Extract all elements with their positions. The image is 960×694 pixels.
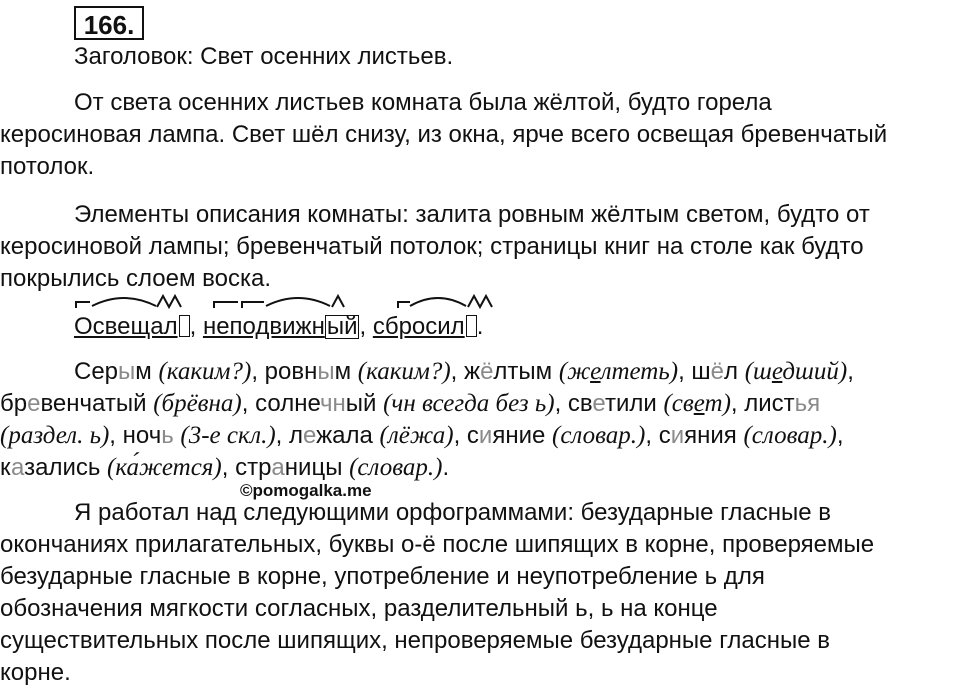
- suffix-mark: [332, 296, 344, 307]
- para1-line1: От света осенних листьев комната была жёлтой, будто горела: [74, 89, 772, 116]
- ending-box: ый: [326, 313, 358, 340]
- parse-word-osveshchal: Освещал: [74, 313, 190, 340]
- para3-line2: окончаниях прилагательных, буквы о-ё после шипящих в корне, проверяемые: [0, 531, 875, 558]
- suffix-mark: [157, 296, 181, 307]
- watermark: ©pomogalka.me: [240, 481, 372, 500]
- para3-line6: корне.: [0, 659, 71, 686]
- para1-line3: потолок.: [0, 153, 95, 180]
- root-arc: [92, 298, 156, 306]
- parse-line: Освещал , неподвижный, сбросил .: [74, 313, 484, 340]
- suffix-mark: [468, 296, 492, 307]
- prefix-mark: [398, 302, 410, 308]
- para2-line3: покрылись слоем воска.: [0, 265, 272, 292]
- ortho-line2: бревенчатый (брёвна), солнечный (чн всегда без ь), светили (свет), листья: [0, 390, 821, 417]
- ortho-line4: казались (ка́жется), страницы (словар.).: [0, 454, 450, 481]
- para3-line3: безударные гласные в корне, употребление и неупотребление ь для: [0, 563, 765, 590]
- root-arc: [266, 298, 330, 306]
- para3-line5: существительных после шипящих, непроверяемые безударные гласные в: [0, 627, 831, 654]
- parse-word-sbrosil: сбросил: [373, 313, 477, 340]
- root-arc: [410, 298, 466, 306]
- prefix-mark: [242, 302, 264, 308]
- prefix-mark: [76, 302, 90, 308]
- ortho-line3: (раздел. ь), ночь (3-е скл.), лежала (лёжа), сияние (словар.), сияния (словар.),: [0, 422, 844, 449]
- prefix-mark: [214, 302, 238, 308]
- heading-line: Заголовок: Свет осенних листьев.: [74, 43, 454, 70]
- para3-line4: обозначения мягкости согласных, разделительный ь, ь на конце: [0, 595, 718, 622]
- para3-line1: Я работал над следующими орфограммами: безударные гласные в: [74, 499, 831, 526]
- para1-line2: керосиновая лампа. Свет шёл снизу, из окна, ярче всего освещая бревенчатый: [0, 121, 888, 148]
- exercise-number: 166.: [74, 6, 144, 40]
- ortho-line1: Серым (каким?), ровным (каким?), жёлтым (желтеть), шёл (шедший),: [74, 358, 854, 385]
- parse-word-nepodvizhnyj: неподвижный: [202, 313, 358, 340]
- para2-line2: керосиновой лампы; бревенчатый потолок; страницы книг на столе как будто: [0, 233, 864, 260]
- para2-line1: Элементы описания комнаты: залита ровным жёлтым светом, будто от: [74, 201, 870, 228]
